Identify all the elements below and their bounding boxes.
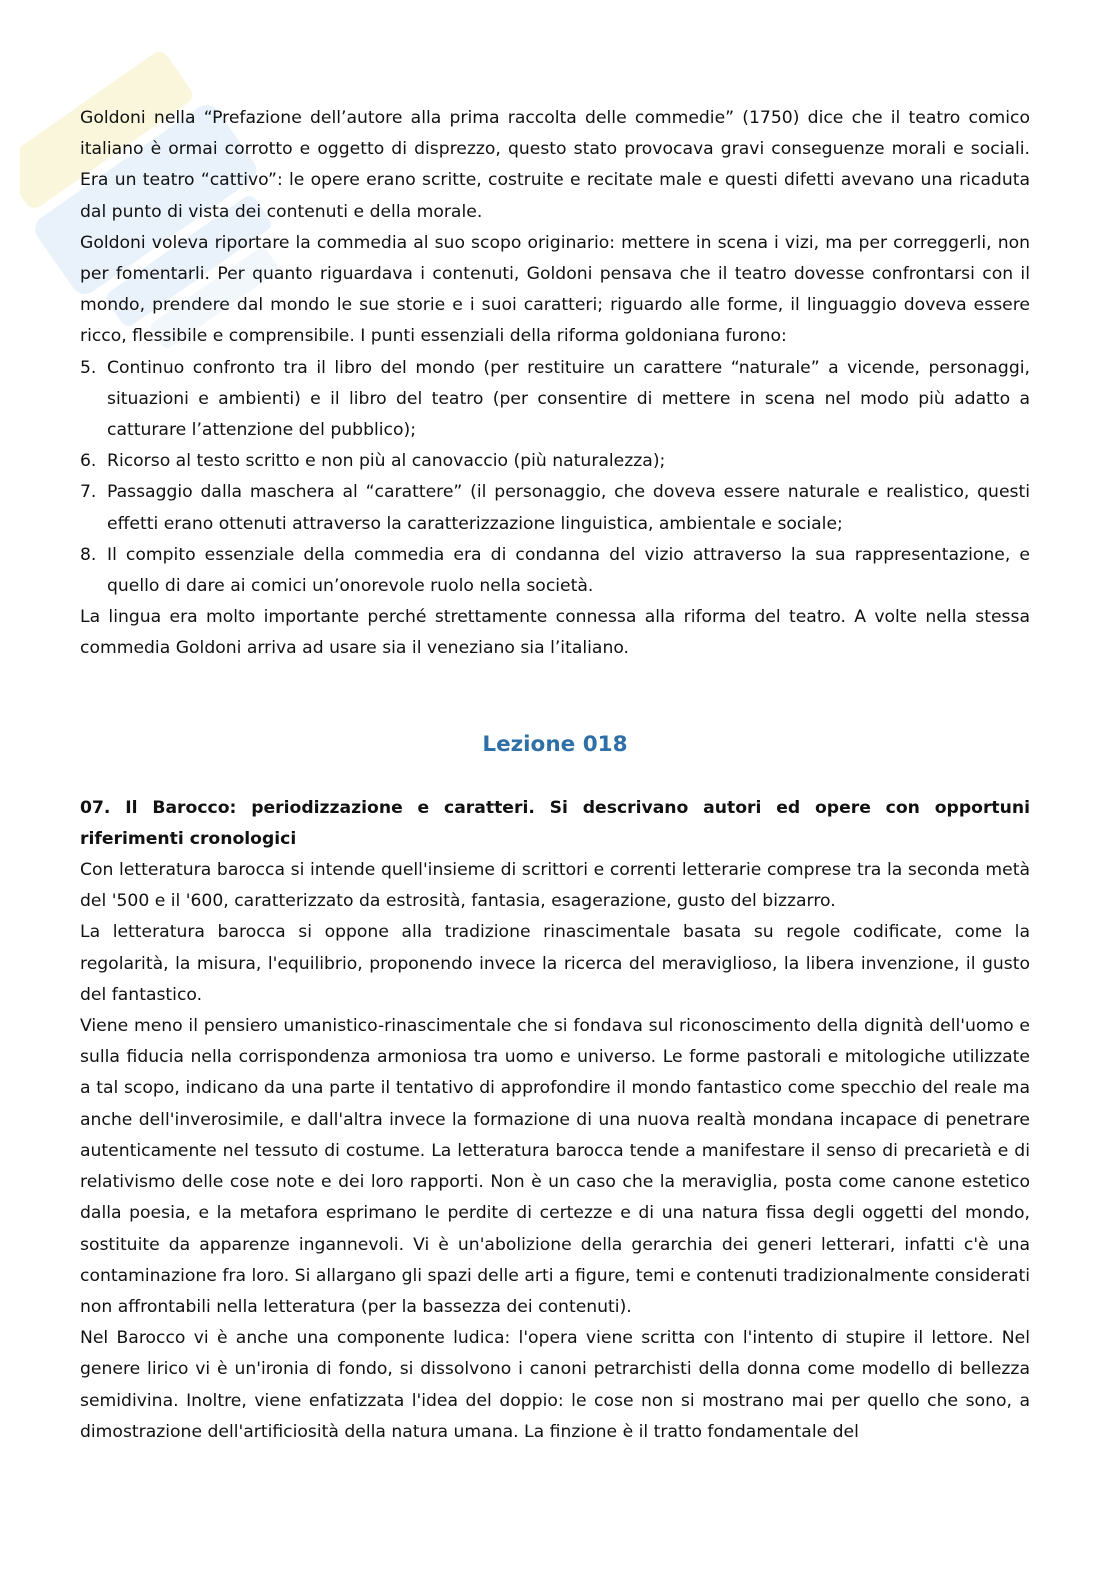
- document-page: [80, 103, 1030, 1448]
- intro-paragraph: Goldoni nella “Prefazione dell’autore alla prima raccolta delle commedie” (1750) dice che il teatro comico italiano è ormai corrotto e oggetto di disprezzo, questo stato provocava gravi conseguenze morali e sociali. Era un teatro “cattivo”: le opere erano scritte, costruite e recitate male e questi difetti avevano una ricaduta dal punto di vista dei contenuti e della morale.: [80, 108, 1030, 222]
- list-item-number: 8.: [80, 544, 97, 565]
- lesson-heading: Lezione 018: [482, 731, 628, 757]
- reform-paragraph: Goldoni voleva riportare la commedia al suo scopo originario: mettere in scena i vizi, ma per correggerli, non per fomentarli. Per quanto riguardava i contenuti, Goldoni pensava che il teatro dovesse confrontarsi con il mondo, prendere dal mondo le sue storie e i suoi caratteri; riguardo alle forme, il linguaggio doveva essere ricco, flessibile e comprensibile. I punti essenziali della riforma goldoniana furono:: [80, 232, 1030, 347]
- baroque-paragraph: Viene meno il pensiero umanistico-rinascimentale che si fondava sul riconoscimento della dignità dell'uomo e sulla fiducia nella corrispondenza armoniosa tra uomo e universo. Le forme pastorali e mitologiche utilizzate a tal scopo, indicano da una parte il tentativo di approfondire il mondo fantastico come specchio del reale ma anche dell'inverosimile, e dall'altra invece la formazione di una nuova realtà mondana incapace di penetrare autenticamente nel tessuto di costume. La letteratura barocca tende a manifestare il senso di precarietà e di relativismo delle cose note e dei loro rapporti. Non è un caso che la meraviglia, posta come canone estetico dalla poesia, e la metafora esprimano le perdite di certezze e di una natura fissa degli oggetti del mondo, sostituite da apparenze ingannevoli. Vi è un'abolizione della gerarchia dei generi letterari, infatti c'è una contaminazione fra loro. Si allargano gli spazi delle arti a figure, temi e contenuti tradizionalmente considerati non affrontabili nella letteratura (per la bassezza dei contenuti).: [80, 1016, 1030, 1317]
- list-item-text: Ricorso al testo scritto e non più al canovaccio (più naturalezza);: [107, 451, 666, 472]
- list-item: [80, 446, 1030, 477]
- list-item-number: 7.: [80, 482, 97, 503]
- list-item-text: Continuo confronto tra il libro del mondo (per restituire un carattere “naturale” a vicende, personaggi, situazioni e ambienti) e il libro del teatro (per consentire di mettere in scena nel modo più adatto a catturare l’attenzione del pubblico);: [107, 357, 1030, 441]
- list-item-text: Il compito essenziale della commedia era di condanna del vizio attraverso la sua rappresentazione, e quello di dare ai comici un’onorevole ruolo nella società.: [107, 544, 1030, 597]
- list-item-text: Passaggio dalla maschera al “carattere” (il personaggio, che doveva essere naturale e realistico, questi effetti erano ottenuti attraverso la caratterizzazione linguistica, ambientale e sociale;: [107, 482, 1030, 534]
- baroque-paragraph: Nel Barocco vi è anche una componente ludica: l'opera viene scritta con l'intento di stupire il lettore. Nel genere lirico vi è un'ironia di fondo, si dissolvono i canoni petrarchisti della donna come modello di bellezza semidivina. Inoltre, viene enfatizzata l'idea del doppio: le cose non si mostrano mai per quello che sono, a dimostrazione dell'artificiosità della natura umana. La finzione è il tratto fondamentale del: [80, 1328, 1030, 1442]
- baroque-paragraph: Con letteratura barocca si intende quell'insieme di scrittori e correnti letterarie comprese tra la seconda metà del '500 e il '600, caratterizzato da estrosità, fantasia, esagerazione, gusto del bizzarro.: [80, 860, 1030, 912]
- baroque-paragraph: La letteratura barocca si oppone alla tradizione rinascimentale basata su regole codificate, come la regolarità, la misura, l'equilibrio, proponendo invece la ricerca del meraviglioso, la libera invenzione, il gusto del fantastico.: [80, 922, 1030, 1005]
- list-item-number: 5.: [80, 357, 97, 378]
- list-item-number: 6.: [80, 451, 97, 472]
- list-item: [80, 540, 1030, 602]
- reform-points-list: [80, 353, 1030, 603]
- list-item: [80, 353, 1030, 447]
- list-item: [80, 477, 1030, 539]
- section-title: 07. Il Barocco: periodizzazione e caratteri. Si descrivano autori ed opere con opportuni riferimenti cronologici: [80, 797, 1030, 849]
- language-paragraph: La lingua era molto importante perché strettamente connessa alla riforma del teatro. A volte nella stessa commedia Goldoni arriva ad usare sia il veneziano sia l’italiano.: [80, 607, 1030, 659]
